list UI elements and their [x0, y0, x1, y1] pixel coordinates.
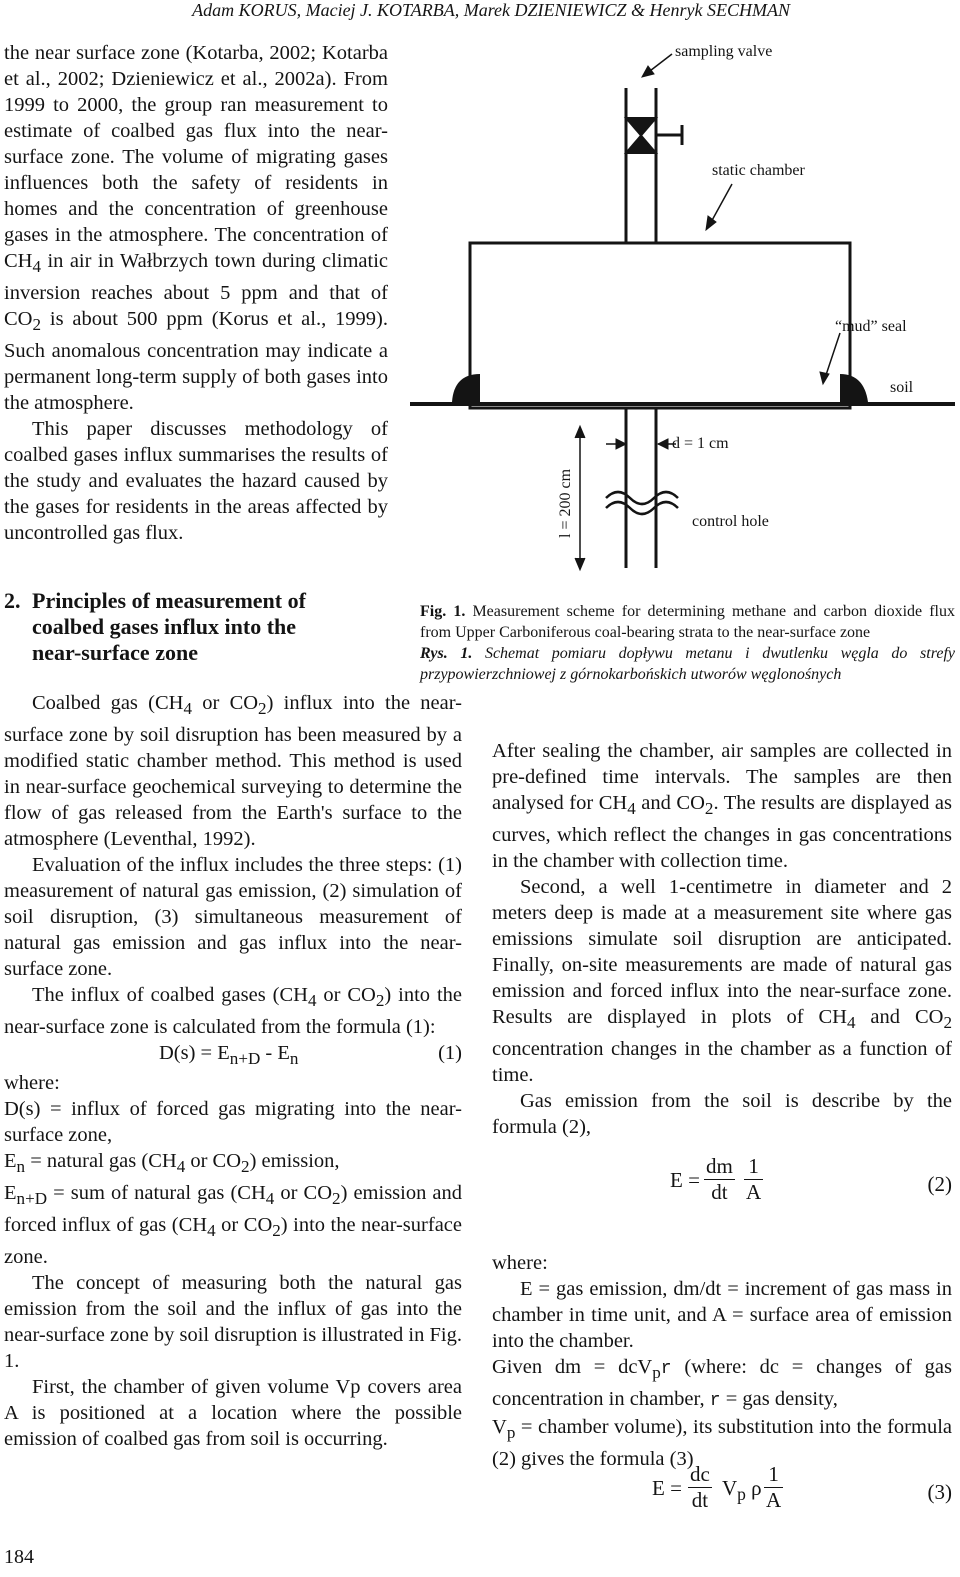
definition: D(s) = influx of forced gas migrating into the near-surface zone,: [4, 1098, 462, 1147]
running-header: Adam KORUS, Maciej J. KOTARBA, Marek DZIENIEWICZ & Henryk SECHMAN: [192, 0, 790, 20]
paragraph: Given dm = dcV$_p$r (where: dc = changes of gas concentration in chamber, r = gas density, $V_p$ = chamber volume), its substitution into the formula (2) gives the formula (3): [492, 1356, 952, 1471]
label-mud-seal: “mud” seal: [835, 318, 907, 335]
label-soil: soil: [890, 379, 914, 396]
paragraph: Coalbed gas ($CH_4$ or $CO_2$) influx into the near-surface zone by soil disruption has been measured by a modified static chamber method. This method is used in near-surface geochemical surveying to determine the flow of gas released from the Earth's surface to the atmosphere (Leventhal, 1992).: [4, 692, 462, 851]
paragraph: the near surface zone (Kotarba, 2002; Kotarba et al., 2002; Dzieniewicz et al., 2002a). From 1999 to 2000, the group ran measurement to estimate of coalbed gas flux into the near-surface zone. The volume of migrating gases influences both the safety of residents in homes and the concentration of greenhouse gases in the atmosphere. The concentration of $CH_4$ in air in Wałbrzych town during climatic inversion reaches about 5 ppm and that of $CO_2$ is about 500 ppm (Korus et al., 1999). Such anomalous concentration may indicate a permanent long-term supply of both gases into the atmosphere.: [4, 42, 388, 415]
where-label: where:: [4, 1072, 60, 1095]
label-control-hole: control hole: [692, 513, 769, 530]
mud-seal-left: [452, 374, 480, 402]
label-static-chamber: static chamber: [712, 162, 805, 179]
paragraph: E = gas emission, dm/dt = increment of gas mass in chamber in time unit, and A = surface area of emission into the chamber.: [492, 1278, 952, 1353]
label-diameter: d = 1 cm: [672, 435, 729, 452]
left-column-top: [4, 40, 388, 546]
page-number: 184: [4, 1546, 34, 1568]
right-column: [492, 738, 952, 1472]
left-column-bottom: [4, 690, 462, 1452]
static-chamber-box: [470, 243, 850, 408]
caption-english: Fig. 1. Measurement scheme for determining methane and carbon dioxide flux from Upper Carboniferous coal-bearing strata to the near-surface zone: [420, 603, 956, 641]
definition: $E_n$ = natural gas ($CH_4$ or $CO_2$) emission,: [4, 1150, 340, 1177]
paragraph: This paper discusses methodology of coalbed gases influx summarises the results of the study and evaluates the hazard caused by the gases for residents in the areas affected by uncontrolled gas flux.: [4, 418, 388, 545]
mud-seal-right: [840, 374, 868, 402]
figure-caption: [420, 601, 955, 685]
paragraph: Second, a well 1-centimetre in diameter and 2 meters deep is made at a measurement site where gas emissions simulate soil disruption are anticipated. Finally, on-site measurements are made of natural gas emission and forced influx into the near-surface zone. Results are displayed in plots of $CH_4$ and $CO_2$ concentration changes in the chamber as a function of time.: [492, 876, 952, 1087]
paragraph: The concept of measuring both the natural gas emission from the soil and the influx of gas into the near-surface zone by soil disruption is illustrated in Fig. 1.: [4, 1272, 462, 1373]
sampling-valve-icon: [626, 118, 656, 153]
paragraph: Gas emission from the soil is describe by the formula (2),: [492, 1090, 952, 1139]
section-heading: 2. Principles of measurement of coalbed gases influx into the near-surface zone: [4, 588, 306, 665]
equation-1: $D(s) = E_{n+D} - E_n$ (1): [159, 1042, 462, 1069]
label-length: l = 200 cm: [557, 468, 574, 538]
measurement-scheme-figure: [410, 28, 955, 588]
equation-2: E = $\frac{dm}{dt}$ $\frac{1}{A}$ (2): [670, 1154, 952, 1204]
where-label: where:: [492, 1252, 548, 1275]
caption-polish: Rys. 1. Schemat pomiaru dopływu metanu i dwutlenku węgla do strefy przypowierzchniowej z górnokarbońskich utworów węglonośnych: [420, 645, 955, 683]
equation-3: E = $\frac{dc}{dt}$ $V_p$ ρ $\frac{1}{A}$ (3): [652, 1462, 952, 1512]
paragraph: After sealing the chamber, air samples are collected in pre-defined time intervals. The samples are then analysed for $CH_4$ and $CO_2$. The results are displayed as curves, which reflect the changes in gas concentrations in the chamber with collection time.: [492, 740, 953, 873]
paragraph: Evaluation of the influx includes the three steps: (1) measurement of natural gas emission, (2) simulation of soil disruption, (3) simultaneous measurement of natural gas emission and gas influx into the near-surface zone.: [4, 854, 462, 981]
paragraph: First, the chamber of given volume Vp covers area A is positioned at a location where the possible emission of coalbed gas from soil is occurring.: [4, 1376, 462, 1451]
label-sampling-valve: sampling valve: [675, 43, 773, 60]
definition: $E_{n+D}$ = sum of natural gas ($CH_4$ or $CO_2$) emission and forced influx of gas ($CH_4$ or $CO_2$) into the near-surface zone.: [4, 1182, 463, 1269]
paragraph: The influx of coalbed gases ($CH_4$ or $CO_2$) into the near-surface zone is calculated from the formula (1):: [4, 984, 463, 1039]
